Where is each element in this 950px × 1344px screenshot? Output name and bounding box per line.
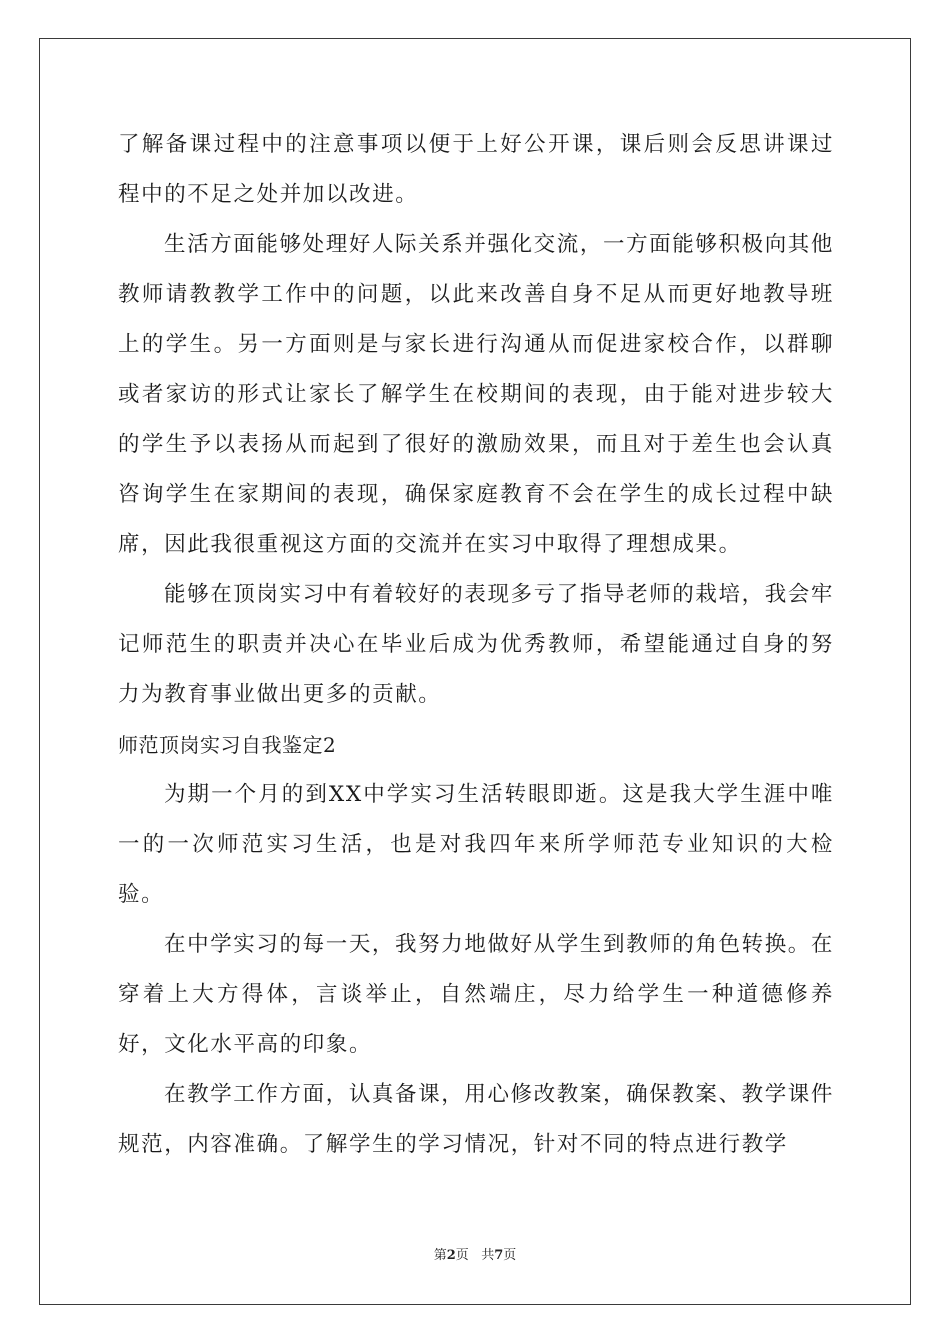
page-footer xyxy=(0,1248,950,1264)
paragraph-3: 能够在顶岗实习中有着较好的表现多亏了指导老师的栽培，我会牢记师范生的职责并决心在毕业后成为优秀教师，希望能通过自身的努力为教育事业做出更多的贡献。 xyxy=(118,582,834,707)
paragraph-4: 为期一个月的到XX中学实习生活转眼即逝。这是我大学生涯中唯一的一次师范实习生活，也是对我四年来所学师范专业知识的大检验。 xyxy=(118,782,834,907)
total-pages: 7 xyxy=(494,1248,504,1263)
document-body xyxy=(118,120,834,1170)
total-prefix: 共 xyxy=(481,1248,495,1263)
paragraph-2: 生活方面能够处理好人际关系并强化交流，一方面能够积极向其他教师请教教学工作中的问题，以此来改善自身不足从而更好地教导班上的学生。另一方面则是与家长进行沟通从而促进家校合作，以群聊或者家访的形式让家长了解学生在校期间的表现，由于能对进步较大的学生予以表扬从而起到了很好的激励效果，而且对于差生也会认真咨询学生在家期间的表现，确保家庭教育不会在学生的成长过程中缺席，因此我很重视这方面的交流并在实习中取得了理想成果。 xyxy=(118,232,834,557)
page-number: 2 xyxy=(446,1248,456,1263)
total-suffix: 页 xyxy=(503,1248,517,1263)
section-heading: 师范顶岗实习自我鉴定2 xyxy=(118,733,337,757)
paragraph-1: 了解备课过程中的注意事项以便于上好公开课，课后则会反思讲课过程中的不足之处并加以改进。 xyxy=(118,132,834,207)
page-suffix: 页 xyxy=(455,1248,469,1263)
paragraph-5: 在中学实习的每一天，我努力地做好从学生到教师的角色转换。在穿着上大方得体，言谈举止，自然端庄，尽力给学生一种道德修养好，文化水平高的印象。 xyxy=(118,932,834,1057)
paragraph-6: 在教学工作方面，认真备课，用心修改教案，确保教案、教学课件规范，内容准确。了解学生的学习情况，针对不同的特点进行教学 xyxy=(118,1082,834,1157)
page-prefix: 第 xyxy=(433,1248,447,1263)
